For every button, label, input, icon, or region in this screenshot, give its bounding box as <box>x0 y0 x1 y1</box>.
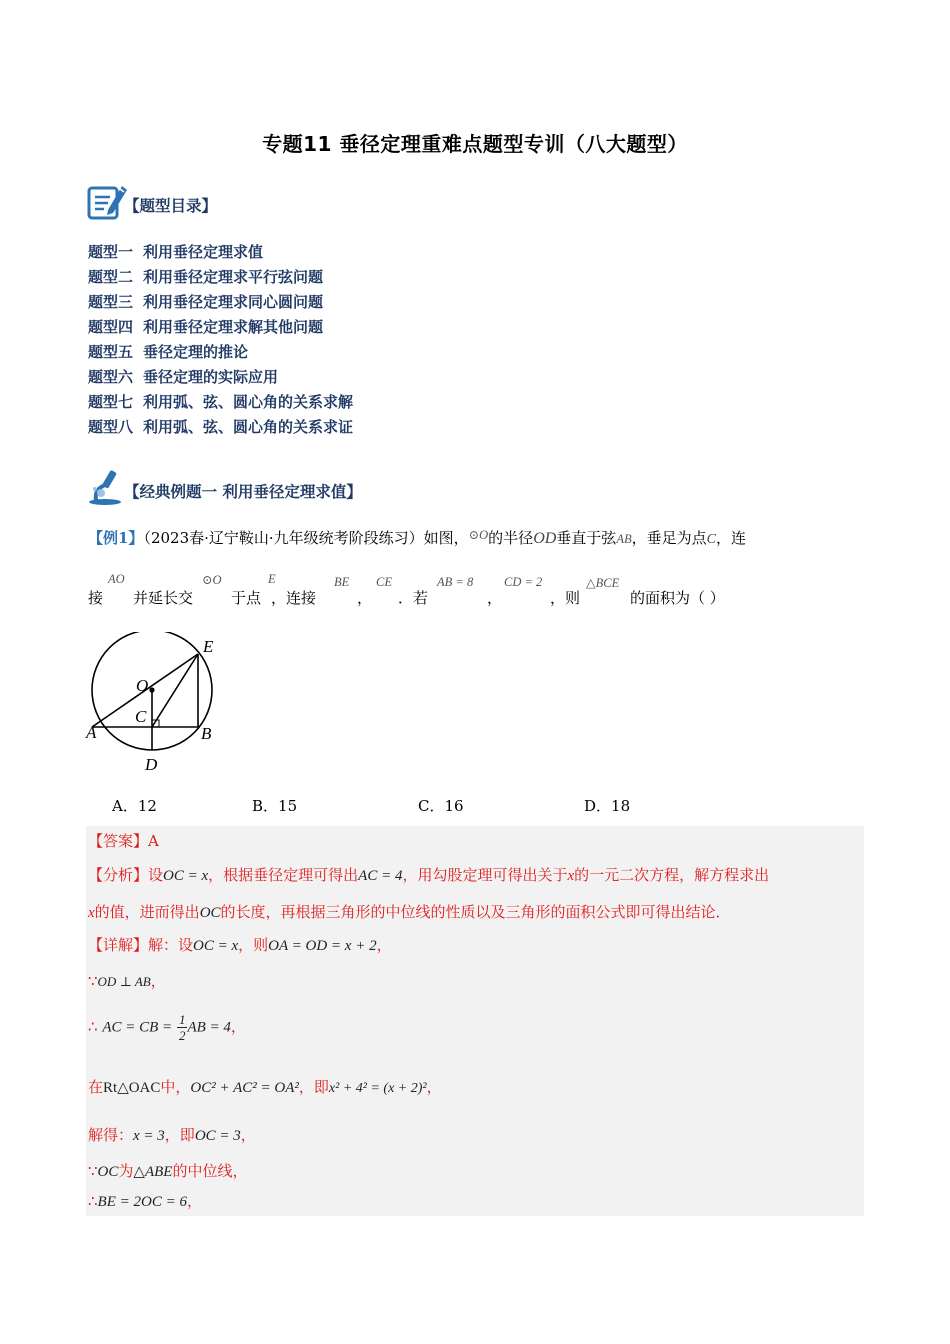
q-jie: 接 <box>88 589 104 607</box>
option-a[interactable]: A．12 <box>112 797 157 815</box>
math-ce: CE <box>376 575 392 589</box>
center-point <box>149 687 154 692</box>
text: ，连 <box>715 529 746 547</box>
detail-line-1: 【详解】解：设OC = x，则OA = OD = x + 2， <box>88 936 392 954</box>
answer-line: 【答案】A <box>88 832 159 850</box>
detail-line-5: 解得：x = 3，即OC = 3， <box>88 1126 256 1144</box>
analysis-line-2: x的值，进而得出OC的长度，再根据三角形的中位线的性质以及三角形的面积公式即可得出结论． <box>88 903 731 921</box>
text: ，垂足为点 <box>631 529 707 547</box>
toc-item[interactable]: 题型五 垂径定理的推论 <box>88 343 249 361</box>
q-text: 的面积为（ ） <box>630 589 725 607</box>
toc-item[interactable]: 题型二 利用垂径定理求平行弦问题 <box>88 268 324 286</box>
option-d[interactable]: D．18 <box>584 797 631 815</box>
toc-item[interactable]: 题型八 利用弧、弦、圆心角的关系求证 <box>88 418 354 436</box>
q-text: 并延长交 <box>133 589 194 607</box>
option-c[interactable]: C．16 <box>418 797 464 815</box>
example-heading: 【经典例题一 利用垂径定理求值】 <box>124 483 362 501</box>
math-circle-o-2: ⊙O <box>202 573 222 587</box>
text: 垂直于弦 <box>556 529 617 547</box>
question-line-1 <box>88 524 746 551</box>
segment-ce <box>152 654 198 727</box>
math-cd-2: CD = 2 <box>504 575 543 589</box>
q-text: ，则 <box>550 589 581 607</box>
toc-heading: 【题型目录】 <box>124 197 218 215</box>
q-text: ，连接 <box>271 589 317 607</box>
question-label: 【例1】 <box>88 529 144 547</box>
math-od: OD <box>533 530 557 547</box>
toc-item[interactable]: 题型六 垂径定理的实际应用 <box>88 368 279 386</box>
toc-list <box>88 240 353 440</box>
math-bce: △BCE <box>586 576 620 590</box>
math-ao: AO <box>108 572 125 586</box>
q-text: ．若 <box>398 589 429 607</box>
label-e: E <box>203 637 214 656</box>
detail-line-4: 在Rt△OAC中，OC² + AC² = OA²，即x² + 4² = (x + 2)²， <box>88 1078 442 1096</box>
math-ab-8: AB = 8 <box>437 575 474 589</box>
option-b[interactable]: B．15 <box>252 797 298 815</box>
notepad-pencil-icon <box>86 180 128 222</box>
toc-item[interactable]: 题型七 利用弧、弦、圆心角的关系求解 <box>88 393 354 411</box>
detail-line-6: ∵OC为△ABE的中位线， <box>88 1162 248 1180</box>
text: 的半径 <box>488 529 534 547</box>
label-b: B <box>201 724 212 743</box>
math-c: C <box>706 532 716 547</box>
label-c: C <box>135 707 147 726</box>
analysis-line-1: 【分析】设OC = x，根据垂径定理可得出AC = 4，用勾股定理可得出关于x的一元二次方程，解方程求出 <box>88 866 770 884</box>
math-be: BE <box>334 575 350 589</box>
q-text: 于点 <box>231 589 262 607</box>
label-o: O <box>136 676 149 695</box>
geometry-figure <box>82 632 232 780</box>
math-ab: AB <box>616 532 632 546</box>
fraction-one-half: $\frac{1}{2}$ <box>178 1012 186 1043</box>
solution-box <box>86 826 864 1216</box>
detail-line-7: ∴BE = 2OC = 6， <box>88 1192 202 1210</box>
toc-item[interactable]: 题型一 利用垂径定理求值 <box>88 243 264 261</box>
q-text: ， <box>487 589 503 607</box>
math-circle-o: ⊙O <box>468 528 489 542</box>
math-e: E <box>268 572 276 586</box>
label-a: A <box>86 723 97 742</box>
toc-item[interactable]: 题型四 利用垂径定理求解其他问题 <box>88 318 324 336</box>
microscope-icon <box>86 466 126 506</box>
toc-item[interactable]: 题型三 利用垂径定理求同心圆问题 <box>88 293 324 311</box>
detail-line-3: ∴ AC = CB = $\frac{1}{2}$ AB = 4， <box>88 1012 246 1043</box>
question-source: （2023春·辽宁鞍山·九年级统考阶段练习）如图， <box>143 529 469 547</box>
label-d: D <box>145 755 158 774</box>
page-title: 专题11 垂径定理重难点题型专训（八大题型） <box>262 132 688 156</box>
detail-line-2: ∵OD ⊥ AB， <box>88 972 166 990</box>
q-text: ， <box>357 589 373 607</box>
